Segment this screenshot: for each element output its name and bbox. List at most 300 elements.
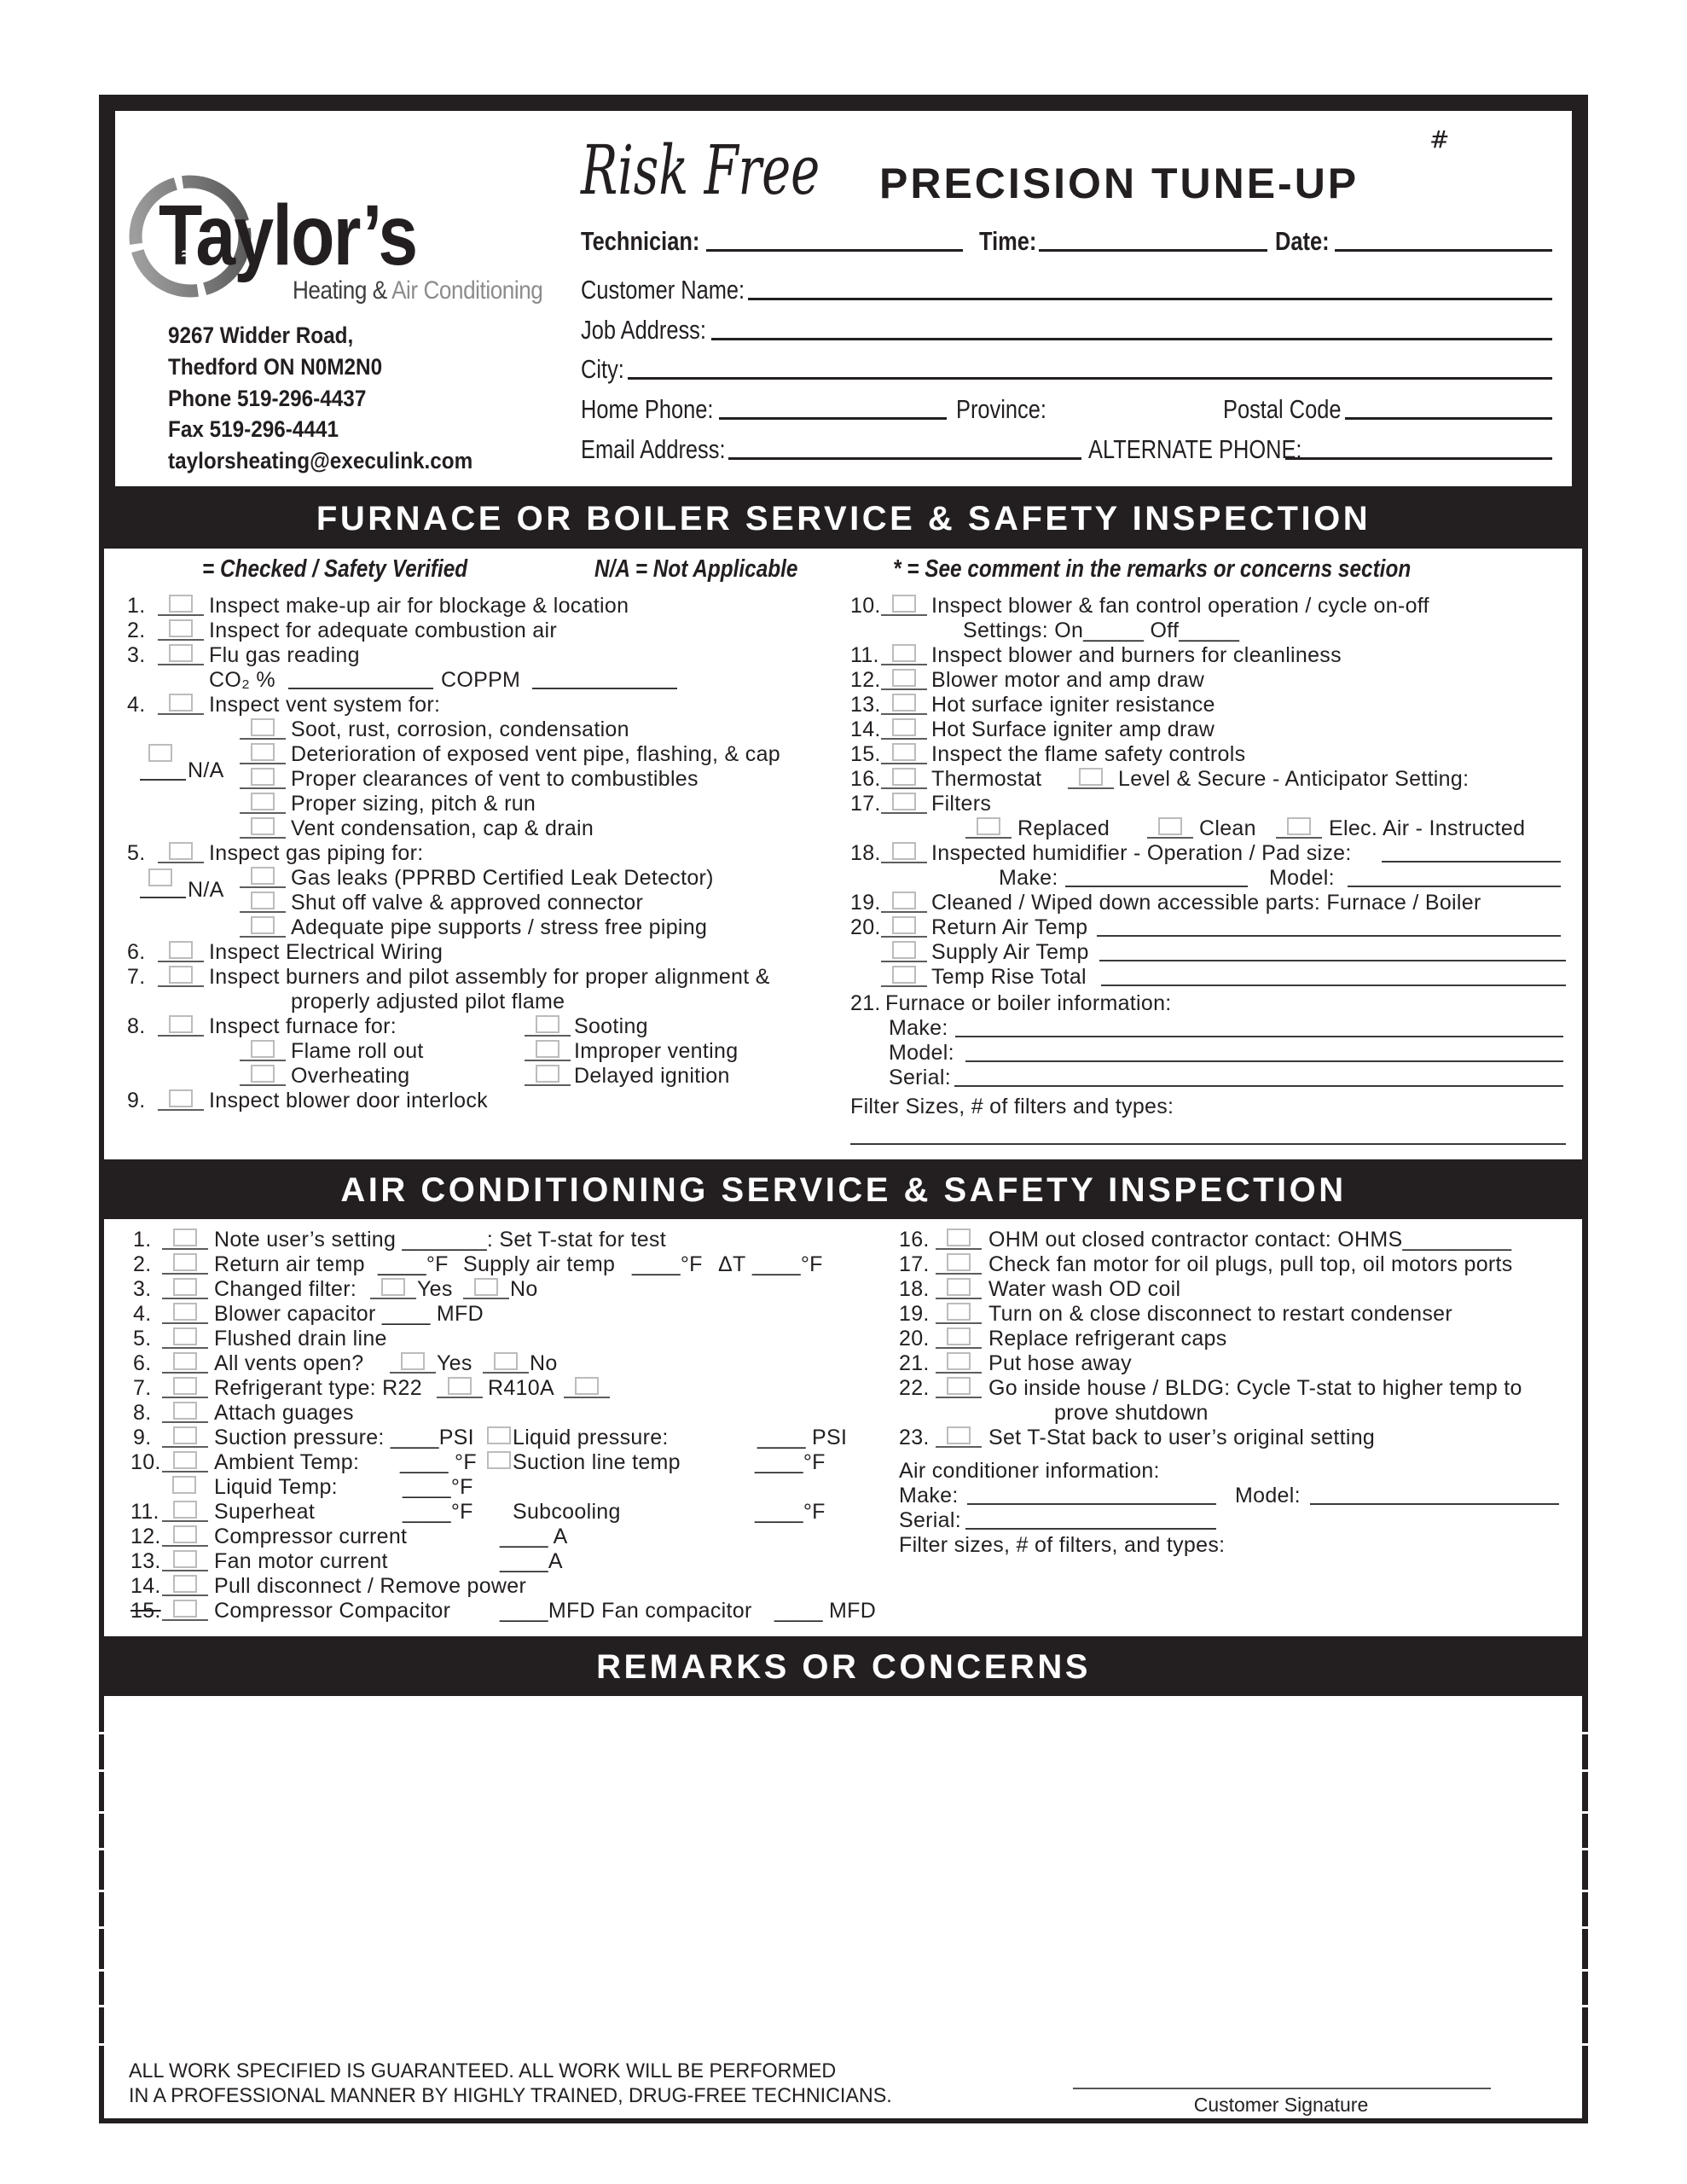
border-gap xyxy=(1582,1890,1589,1892)
checkbox[interactable] xyxy=(240,817,286,839)
form-number-label: # xyxy=(1429,125,1450,154)
checkbox[interactable] xyxy=(162,1501,208,1522)
item-number: 10. xyxy=(130,1450,161,1474)
legend-checked: = Checked / Safety Verified xyxy=(202,555,468,583)
checkbox[interactable] xyxy=(162,1426,208,1448)
item-label: OHM out closed contractor contact: OHMS_________ xyxy=(988,1228,1512,1252)
ac-make-label: Make: xyxy=(899,1484,959,1507)
checkbox-box[interactable] xyxy=(892,768,916,786)
date-label: Date: xyxy=(1275,226,1330,256)
checkbox[interactable] xyxy=(936,1253,982,1275)
checkbox[interactable] xyxy=(162,1402,208,1423)
checkbox-box[interactable] xyxy=(169,694,193,712)
checkbox[interactable] xyxy=(162,1600,208,1621)
checkbox-box[interactable] xyxy=(381,1278,405,1296)
yes-label: Yes xyxy=(417,1277,453,1301)
item-number: 17. xyxy=(850,792,881,816)
checkbox-box[interactable] xyxy=(173,1253,197,1271)
item-label: Changed filter: xyxy=(214,1277,357,1301)
checkbox[interactable] xyxy=(525,1040,571,1061)
vent-na-blank xyxy=(140,779,186,781)
checkbox-box[interactable] xyxy=(947,1327,971,1345)
checkbox-box[interactable] xyxy=(474,1278,498,1296)
form-title: PRECISION TUNE-UP xyxy=(879,160,1359,207)
filter-option-label: Replaced xyxy=(1017,816,1110,840)
filter-option-label: Elec. Air - Instructed xyxy=(1329,816,1526,840)
checkbox[interactable] xyxy=(881,892,927,913)
checkbox-box[interactable] xyxy=(401,1352,425,1370)
date-input[interactable] xyxy=(1335,227,1552,252)
border-gap xyxy=(98,1969,105,1972)
checkbox[interactable] xyxy=(240,793,286,814)
item-label: Compressor Compacitor xyxy=(214,1599,451,1623)
email-label: Email Address: xyxy=(581,434,726,464)
checkbox-box[interactable] xyxy=(947,1426,971,1444)
guarantee-line-2: IN A PROFESSIONAL MANNER BY HIGHLY TRAINED, DRUG-FREE TECHNICIANS. xyxy=(129,2084,892,2107)
home-phone-input[interactable] xyxy=(719,395,947,420)
checkbox-box[interactable] xyxy=(169,619,193,637)
item-number: 18. xyxy=(899,1277,930,1301)
r22-checkbox[interactable] xyxy=(437,1377,483,1398)
checkbox[interactable] xyxy=(881,916,927,938)
checkbox-box[interactable] xyxy=(169,595,193,613)
checkbox-box[interactable] xyxy=(947,1377,971,1395)
checkbox[interactable] xyxy=(1147,817,1193,839)
checkbox[interactable] xyxy=(936,1303,982,1324)
subitem-label: Soot, rust, corrosion, condensation xyxy=(291,717,629,741)
co2-blank[interactable] xyxy=(288,688,433,689)
item-number: 7. xyxy=(133,1376,152,1400)
fan-motor-current-unit: ____A xyxy=(500,1549,563,1573)
home-phone-label: Home Phone: xyxy=(581,394,714,424)
checkbox-box[interactable] xyxy=(251,718,275,736)
checkbox-box[interactable] xyxy=(1079,768,1103,786)
item-number: 2. xyxy=(133,1252,152,1276)
checkbox-box[interactable] xyxy=(169,941,193,959)
item-label: Inspected humidifier - Operation / Pad size: xyxy=(931,841,1352,865)
furnace-serial-blank[interactable] xyxy=(954,1085,1563,1087)
ac-serial-label: Serial: xyxy=(899,1508,961,1532)
checkbox-box[interactable] xyxy=(169,1089,193,1107)
filter-sizes-label: Filter Sizes, # of filters and types: xyxy=(850,1095,1174,1118)
item-number: 6. xyxy=(127,940,146,964)
address-email: taylorsheating@execulink.com xyxy=(168,448,473,473)
checkbox-box[interactable] xyxy=(947,1228,971,1246)
item-number: 2. xyxy=(127,619,146,642)
checkbox-box[interactable] xyxy=(947,1303,971,1321)
checkbox-box[interactable] xyxy=(251,1065,275,1083)
checkbox-box[interactable] xyxy=(173,1327,197,1345)
humidifier-model-blank[interactable] xyxy=(1348,886,1561,887)
liquid-pressure-label: Liquid pressure: xyxy=(513,1426,669,1449)
border-gap xyxy=(98,1926,105,1929)
logo-tagline xyxy=(293,278,542,304)
checkbox-box[interactable] xyxy=(892,941,916,959)
vents-no-checkbox[interactable] xyxy=(483,1352,529,1374)
item-label: Put hose away xyxy=(988,1351,1132,1375)
checkbox[interactable] xyxy=(158,966,204,987)
humidifier-make-blank[interactable] xyxy=(1065,886,1248,887)
checkbox-box[interactable] xyxy=(1287,817,1311,835)
checkbox[interactable] xyxy=(240,1065,286,1086)
checkbox[interactable] xyxy=(240,743,286,764)
border-gap xyxy=(1582,2043,1589,2046)
subitem-label: Deterioration of exposed vent pipe, flashing, & cap xyxy=(291,742,780,766)
checkbox[interactable] xyxy=(965,817,1012,839)
no-label: No xyxy=(510,1277,538,1301)
border-gap xyxy=(98,1732,105,1734)
alternate-phone-input[interactable] xyxy=(1285,435,1552,460)
checkbox[interactable] xyxy=(162,1525,208,1547)
checkbox[interactable] xyxy=(162,1377,208,1398)
checkbox[interactable] xyxy=(936,1426,982,1448)
checkbox-box[interactable] xyxy=(536,1015,559,1033)
item-label: Inspect furnace for: xyxy=(209,1014,397,1038)
item-label: Inspect gas piping for: xyxy=(209,841,424,865)
supply-temp-label: Supply air temp xyxy=(463,1252,616,1276)
checkbox-box[interactable] xyxy=(169,966,193,984)
item-label: Pull disconnect / Remove power xyxy=(214,1574,527,1598)
ac-filter-sizes-label: Filter sizes, # of filters, and types: xyxy=(899,1533,1226,1557)
guarantee-line-1: ALL WORK SPECIFIED IS GUARANTEED. ALL WORK WILL BE PERFORMED xyxy=(129,2059,837,2082)
suction-line-unit: ____°F xyxy=(755,1450,826,1474)
item-number: 7. xyxy=(127,965,146,989)
checkbox-box[interactable] xyxy=(251,1040,275,1058)
checkbox[interactable] xyxy=(881,694,927,715)
item-label-continued: properly adjusted pilot flame xyxy=(291,990,565,1014)
checkbox[interactable] xyxy=(1068,768,1114,789)
checkbox-box[interactable] xyxy=(536,1040,559,1058)
item-label: Blower motor and amp draw xyxy=(931,668,1205,692)
remarks-textarea[interactable] xyxy=(111,1703,1580,2039)
checkbox[interactable] xyxy=(240,718,286,740)
checkbox[interactable] xyxy=(240,1040,286,1061)
item-label: Filters xyxy=(931,792,992,816)
checkbox[interactable] xyxy=(881,768,927,789)
item-number: 17. xyxy=(899,1252,930,1276)
item-number: 15. xyxy=(850,742,881,766)
checkbox-box[interactable] xyxy=(169,644,193,662)
postal-code-label: Postal Code xyxy=(1223,394,1342,424)
checkbox-box[interactable] xyxy=(173,1377,197,1395)
checkbox[interactable] xyxy=(162,1228,208,1250)
checkbox[interactable] xyxy=(158,644,204,665)
furnace-model-label: Model: xyxy=(889,1041,954,1065)
item-number: 8. xyxy=(127,1014,146,1038)
item-label: Liquid Temp: xyxy=(214,1475,338,1499)
checkbox-box[interactable] xyxy=(892,595,916,613)
item-label: Check fan motor for oil plugs, pull top, oil motors ports xyxy=(988,1252,1513,1276)
checkbox-box[interactable] xyxy=(892,694,916,712)
item-label: Water wash OD coil xyxy=(988,1277,1181,1301)
subitem-label: Adequate pipe supports / stress free piping xyxy=(291,915,708,939)
border-gap xyxy=(98,2043,105,2046)
border-gap xyxy=(1582,1769,1589,1772)
job-address-input[interactable] xyxy=(711,316,1552,340)
checkbox-box[interactable] xyxy=(575,1377,599,1395)
checkbox-box[interactable] xyxy=(173,1303,197,1321)
checkbox[interactable] xyxy=(881,842,927,863)
checkbox-box[interactable] xyxy=(173,1600,197,1618)
item-number: 19. xyxy=(899,1302,930,1326)
checkbox-box[interactable] xyxy=(947,1352,971,1370)
remarks-section-title: REMARKS OR CONCERNS xyxy=(596,1648,1091,1686)
suction-line-checkbox[interactable] xyxy=(487,1451,511,1469)
email-input[interactable] xyxy=(728,435,1081,460)
checkbox-box[interactable] xyxy=(251,867,275,885)
filter-yes-checkbox[interactable] xyxy=(370,1278,416,1299)
item-label: Superheat xyxy=(214,1500,316,1524)
checkbox-box[interactable] xyxy=(173,1451,197,1469)
no-label: No xyxy=(530,1351,558,1375)
checkbox-box[interactable] xyxy=(251,743,275,761)
checkbox-box[interactable] xyxy=(892,669,916,687)
item-label: Inspect vent system for: xyxy=(209,693,441,717)
item-number: 12. xyxy=(850,668,881,692)
checkbox-box[interactable] xyxy=(251,916,275,934)
item-number: 13. xyxy=(130,1549,161,1573)
r410a-checkbox[interactable] xyxy=(564,1377,610,1398)
item-label: Return Air Temp xyxy=(931,915,1088,939)
checkbox[interactable] xyxy=(881,793,927,814)
checkbox-box[interactable] xyxy=(892,966,916,984)
checkbox[interactable] xyxy=(162,1278,208,1299)
checkbox[interactable] xyxy=(240,892,286,913)
item-label: All vents open? xyxy=(214,1351,364,1375)
item-number: 8. xyxy=(133,1401,152,1425)
checkbox[interactable] xyxy=(240,867,286,888)
checkbox[interactable] xyxy=(881,743,927,764)
checkbox[interactable] xyxy=(881,718,927,740)
item-label: Note user’s setting _______: Set T-stat for test xyxy=(214,1228,666,1252)
ac-make-blank[interactable] xyxy=(967,1503,1216,1505)
item-number: 18. xyxy=(850,841,881,865)
vent-na-label: N/A xyxy=(188,758,224,782)
ac-model-blank[interactable] xyxy=(1310,1503,1559,1505)
checkbox[interactable] xyxy=(158,941,204,962)
customer-signature-line[interactable] xyxy=(1073,2088,1491,2089)
item-label: Inspect burners and pilot assembly for proper alignment & xyxy=(209,965,770,989)
item-number: 11. xyxy=(130,1500,159,1524)
furnace-serial-label: Serial: xyxy=(889,1066,951,1089)
checkbox[interactable] xyxy=(158,694,204,715)
border-gap xyxy=(1582,1969,1589,1972)
liquid-pressure-unit: ____ PSI xyxy=(757,1426,848,1449)
logo-wave-icon xyxy=(182,246,191,263)
checkbox[interactable] xyxy=(158,842,204,863)
checkbox-box[interactable] xyxy=(169,842,193,860)
time-label: Time: xyxy=(979,226,1037,256)
customer-name-input[interactable] xyxy=(748,276,1552,300)
item-number: 6. xyxy=(133,1351,152,1375)
r410a-label: R410A xyxy=(488,1376,554,1400)
checkbox-box[interactable] xyxy=(536,1065,559,1083)
liquid-temp-unit: ____°F xyxy=(403,1475,473,1499)
checkbox[interactable] xyxy=(936,1352,982,1374)
item-label: Compressor current xyxy=(214,1525,408,1548)
item-label: Fan motor current xyxy=(214,1549,388,1573)
subitem-label: Supply Air Temp xyxy=(931,940,1089,964)
item-label: Suction pressure: ____PSI xyxy=(214,1426,474,1449)
checkbox-box[interactable] xyxy=(169,1015,193,1033)
checkbox-box[interactable] xyxy=(173,1352,197,1370)
checkbox[interactable] xyxy=(158,595,204,616)
checkbox[interactable] xyxy=(936,1228,982,1250)
checkbox[interactable] xyxy=(158,1015,204,1037)
pad-size-blank[interactable] xyxy=(1382,861,1561,863)
checkbox-box[interactable] xyxy=(173,1575,197,1593)
checkbox[interactable] xyxy=(240,768,286,789)
postal-code-input[interactable] xyxy=(1345,395,1552,420)
checkbox[interactable] xyxy=(936,1327,982,1349)
item-number: 21. xyxy=(899,1351,930,1375)
logo-tagline-primary: Heating & xyxy=(293,276,387,305)
item-number: 20. xyxy=(850,915,881,939)
item-label: Flushed drain line xyxy=(214,1327,387,1350)
border-gap xyxy=(1582,2005,1589,2007)
suction-line-label: Suction line temp xyxy=(513,1450,681,1474)
checkbox[interactable] xyxy=(881,644,927,665)
checkbox-box[interactable] xyxy=(892,916,916,934)
item-number: 21. xyxy=(850,991,881,1015)
checkbox-box[interactable] xyxy=(977,817,1000,835)
checkbox[interactable] xyxy=(936,1278,982,1299)
checkbox-box[interactable] xyxy=(892,718,916,736)
item-number: 19. xyxy=(850,891,881,915)
subitem-label: Vent condensation, cap & drain xyxy=(291,816,594,840)
checkbox-box[interactable] xyxy=(448,1377,472,1395)
furnace-section-title: FURNACE OR BOILER SERVICE & SAFETY INSPECTION xyxy=(316,500,1371,537)
technician-input[interactable] xyxy=(706,227,963,252)
item-label: Inspect make-up air for blockage & location xyxy=(209,594,629,618)
checkbox[interactable] xyxy=(162,1451,208,1472)
filter-option-label: Clean xyxy=(1199,816,1256,840)
filter-sizes-blank[interactable] xyxy=(850,1143,1566,1145)
subitem-label: Delayed ignition xyxy=(574,1064,730,1088)
checkbox-box[interactable] xyxy=(173,1278,197,1296)
checkbox-box[interactable] xyxy=(173,1550,197,1568)
item-number: 4. xyxy=(127,693,146,717)
checkbox-box[interactable] xyxy=(494,1352,518,1370)
vents-yes-checkbox[interactable] xyxy=(390,1352,436,1374)
city-input[interactable] xyxy=(628,355,1552,380)
checkbox-box[interactable] xyxy=(947,1253,971,1271)
checkbox[interactable] xyxy=(1276,817,1322,839)
checkbox-box[interactable] xyxy=(173,1228,197,1246)
checkbox[interactable] xyxy=(881,669,927,690)
checkbox[interactable] xyxy=(162,1352,208,1374)
city-label: City: xyxy=(581,354,624,384)
furnace-make-label: Make: xyxy=(889,1016,948,1040)
address-fax: Fax 519-296-4441 xyxy=(168,416,339,442)
border-gap xyxy=(1582,1732,1589,1734)
checkbox-box[interactable] xyxy=(892,793,916,810)
checkbox-box[interactable] xyxy=(251,817,275,835)
checkbox[interactable] xyxy=(162,1253,208,1275)
filter-no-checkbox[interactable] xyxy=(463,1278,509,1299)
checkbox-box[interactable] xyxy=(892,644,916,662)
checkbox-box[interactable] xyxy=(251,768,275,786)
checkbox-box[interactable] xyxy=(1158,817,1182,835)
time-input[interactable] xyxy=(1039,227,1267,252)
item-number: 22. xyxy=(899,1376,930,1400)
address-phone: Phone 519-296-4437 xyxy=(168,386,367,411)
item-number: 20. xyxy=(899,1327,930,1350)
return-air-temp-blank[interactable] xyxy=(1097,935,1561,937)
gas-na-checkbox[interactable] xyxy=(148,868,172,886)
legend-not-applicable: N/A = Not Applicable xyxy=(594,555,798,583)
checkbox[interactable] xyxy=(936,1377,982,1398)
furnace-model-blank[interactable] xyxy=(965,1060,1563,1062)
liquid-temp-checkbox[interactable] xyxy=(172,1476,196,1494)
item-number: 1. xyxy=(127,594,146,618)
checkbox[interactable] xyxy=(881,966,927,987)
checkbox-box[interactable] xyxy=(173,1402,197,1420)
checkbox[interactable] xyxy=(881,595,927,616)
checkbox-box[interactable] xyxy=(251,892,275,909)
vent-na-checkbox[interactable] xyxy=(148,744,172,762)
subitem-label: Level & Secure - Anticipator Setting: xyxy=(1118,767,1470,791)
checkbox[interactable] xyxy=(162,1303,208,1324)
customer-name-label: Customer Name: xyxy=(581,275,745,305)
border-gap xyxy=(98,1848,105,1850)
logo-tagline-secondary: Air Conditioning xyxy=(386,276,543,305)
subitem-label: Sooting xyxy=(574,1014,648,1038)
checkbox[interactable] xyxy=(525,1065,571,1086)
item-label: Ambient Temp: xyxy=(214,1450,360,1474)
ac-section-title: AIR CONDITIONING SERVICE & SAFETY INSPECTION xyxy=(340,1171,1347,1209)
gas-na-blank xyxy=(140,897,186,898)
subitem-label: Proper clearances of vent to combustibles xyxy=(291,767,699,791)
furnace-make-blank[interactable] xyxy=(955,1036,1563,1037)
checkbox-box[interactable] xyxy=(947,1278,971,1296)
checkbox[interactable] xyxy=(162,1550,208,1571)
alternate-phone-label: ALTERNATE PHONE: xyxy=(1088,434,1302,464)
checkbox-box[interactable] xyxy=(892,842,916,860)
subcooling-unit: ____°F xyxy=(755,1500,826,1524)
checkbox-box[interactable] xyxy=(892,892,916,909)
supply-air-temp-blank[interactable] xyxy=(1099,960,1566,961)
checkbox[interactable] xyxy=(525,1015,571,1037)
item-label: Inspect blower & fan control operation / cycle on-off xyxy=(931,594,1429,618)
item-label: Thermostat xyxy=(931,767,1042,791)
liquid-pressure-checkbox[interactable] xyxy=(487,1426,511,1444)
checkbox-box[interactable] xyxy=(173,1501,197,1519)
return-temp-unit: ____°F xyxy=(378,1252,449,1276)
ac-model-label: Model: xyxy=(1235,1484,1301,1507)
item-number-struck: 15. xyxy=(130,1599,161,1623)
item-label: Inspect blower and burners for cleanliness xyxy=(931,643,1342,667)
checkbox[interactable] xyxy=(158,619,204,641)
checkbox[interactable] xyxy=(881,941,927,962)
item-number: 14. xyxy=(130,1574,161,1598)
item-label: Refrigerant type: R22 xyxy=(214,1376,422,1400)
checkbox[interactable] xyxy=(162,1327,208,1349)
ac-serial-blank[interactable] xyxy=(965,1528,1216,1530)
checkbox-box[interactable] xyxy=(892,743,916,761)
checkbox[interactable] xyxy=(158,1089,204,1111)
technician-label: Technician: xyxy=(581,226,700,256)
checkbox[interactable] xyxy=(240,916,286,938)
checkbox-box[interactable] xyxy=(173,1525,197,1543)
coppm-blank[interactable] xyxy=(532,688,677,689)
checkbox[interactable] xyxy=(162,1575,208,1596)
job-address-label: Job Address: xyxy=(581,315,706,345)
checkbox-box[interactable] xyxy=(173,1426,197,1444)
temp-rise-blank[interactable] xyxy=(1101,985,1566,986)
form-title-script: Risk Free xyxy=(581,131,820,210)
checkbox-box[interactable] xyxy=(251,793,275,810)
